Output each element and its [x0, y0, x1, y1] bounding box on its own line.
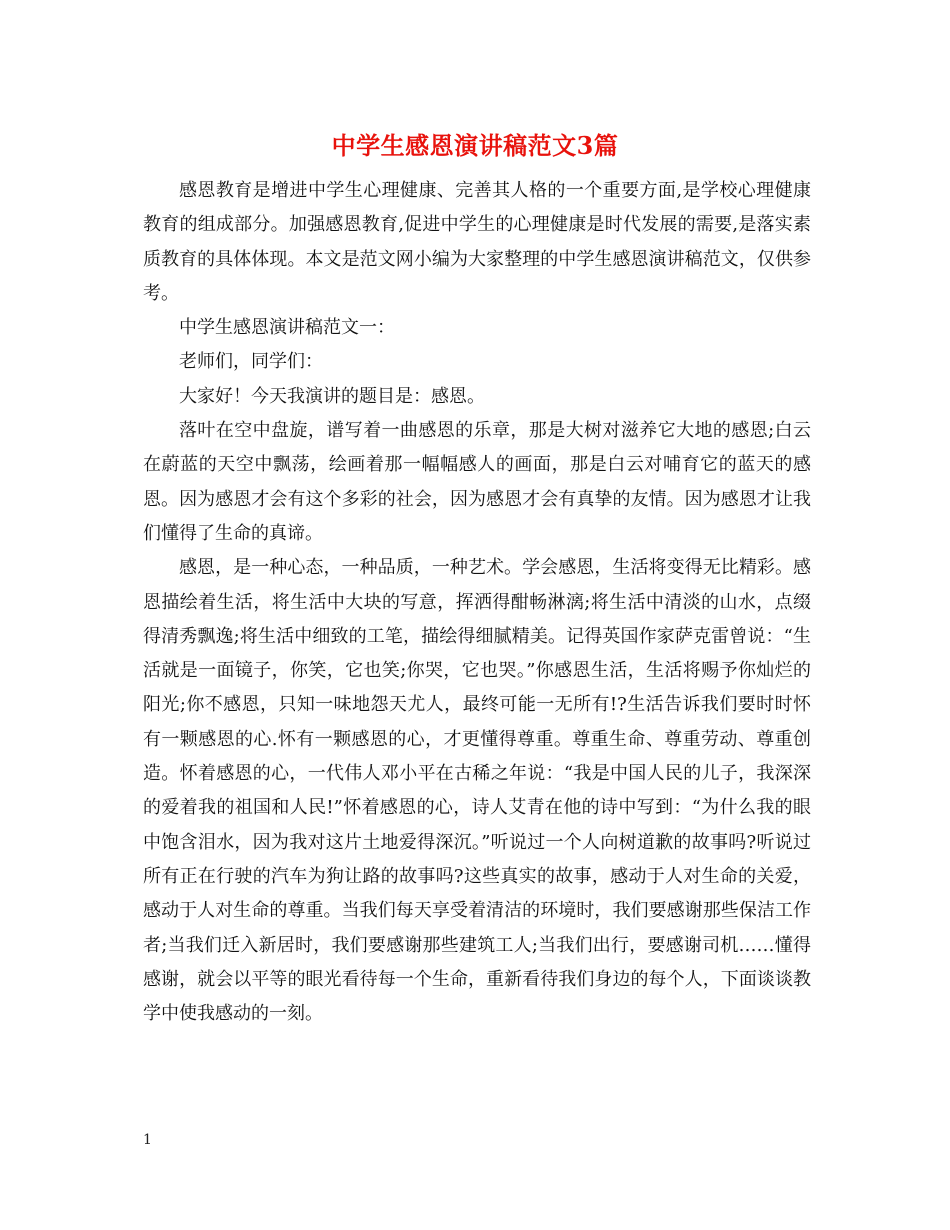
- document-title: 中学生感恩演讲稿范文3篇: [331, 131, 619, 160]
- document-body: [143, 174, 811, 1031]
- paragraph-greeting: 大家好！今天我演讲的题目是：感恩。: [179, 385, 485, 407]
- paragraph-falling-leaves: 落叶在空中盘旋，谱写着一曲感恩的乐章，那是大树对滋养它大地的感恩;白云在蔚蓝的天空中飘荡，绘画着那一幅幅感人的画面，那是白云对哺育它的蓝天的感恩。因为感恩才会有这个多彩的社会，因为感恩才会有真挚的友情。因为感恩才让我们懂得了生命的真谛。: [143, 420, 811, 544]
- paragraph-gratitude-attitude: 感恩，是一种心态，一种品质，一种艺术。学会感恩，生活将变得无比精彩。感恩描绘着生活，将生活中大块的写意，挥洒得酣畅淋漓;将生活中清淡的山水，点缀得清秀飘逸;将生活中细致的工笔，描绘得细腻精美。记得英国作家萨克雷曾说：“生活就是一面镜子，你笑，它也笑;你哭，它也哭。”你感恩生活，生活将赐予你灿烂的阳光;你不感恩，只知一味地怨天尤人，最终可能一无所有!?生活告诉我们要时时怀有一颗感恩的心.怀有一颗感恩的心，才更懂得尊重。尊重生命、尊重劳动、尊重创造。怀着感恩的心，一代伟人邓小平在古稀之年说：“我是中国人民的儿子，我深深的爱着我的祖国和人民!”怀着感恩的心，诗人艾青在他的诗中写到：“为什么我的眼中饱含泪水，因为我对这片土地爱得深沉。”听说过一个人向树道歉的故事吗?听说过所有正在行驶的汽车为狗让路的故事吗?这些真实的故事，感动于人对生命的关爱，感动于人对生命的尊重。当我们每天享受着清洁的环境时，我们要感谢那些保洁工作者;当我们迁入新居时，我们要感谢那些建筑工人;当我们出行，要感谢司机……懂得感谢，就会以平等的眼光看待每一个生命，重新看待我们身边的每个人，下面谈谈教学中使我感动的一刻。: [143, 557, 811, 1025]
- paragraph-intro: 感恩教育是增进中学生心理健康、完善其人格的一个重要方面,是学校心理健康教育的组成部分。加强感恩教育,促进中学生的心理健康是时代发展的需要,是落实素质教育的具体体现。本文是范文网小编为大家整理的中学生感恩演讲稿范文，仅供参考。: [143, 180, 811, 304]
- paragraph-section-heading: 中学生感恩演讲稿范文一：: [179, 317, 395, 339]
- paragraph-salutation: 老师们，同学们：: [179, 351, 323, 373]
- page-number: 1: [143, 1132, 152, 1148]
